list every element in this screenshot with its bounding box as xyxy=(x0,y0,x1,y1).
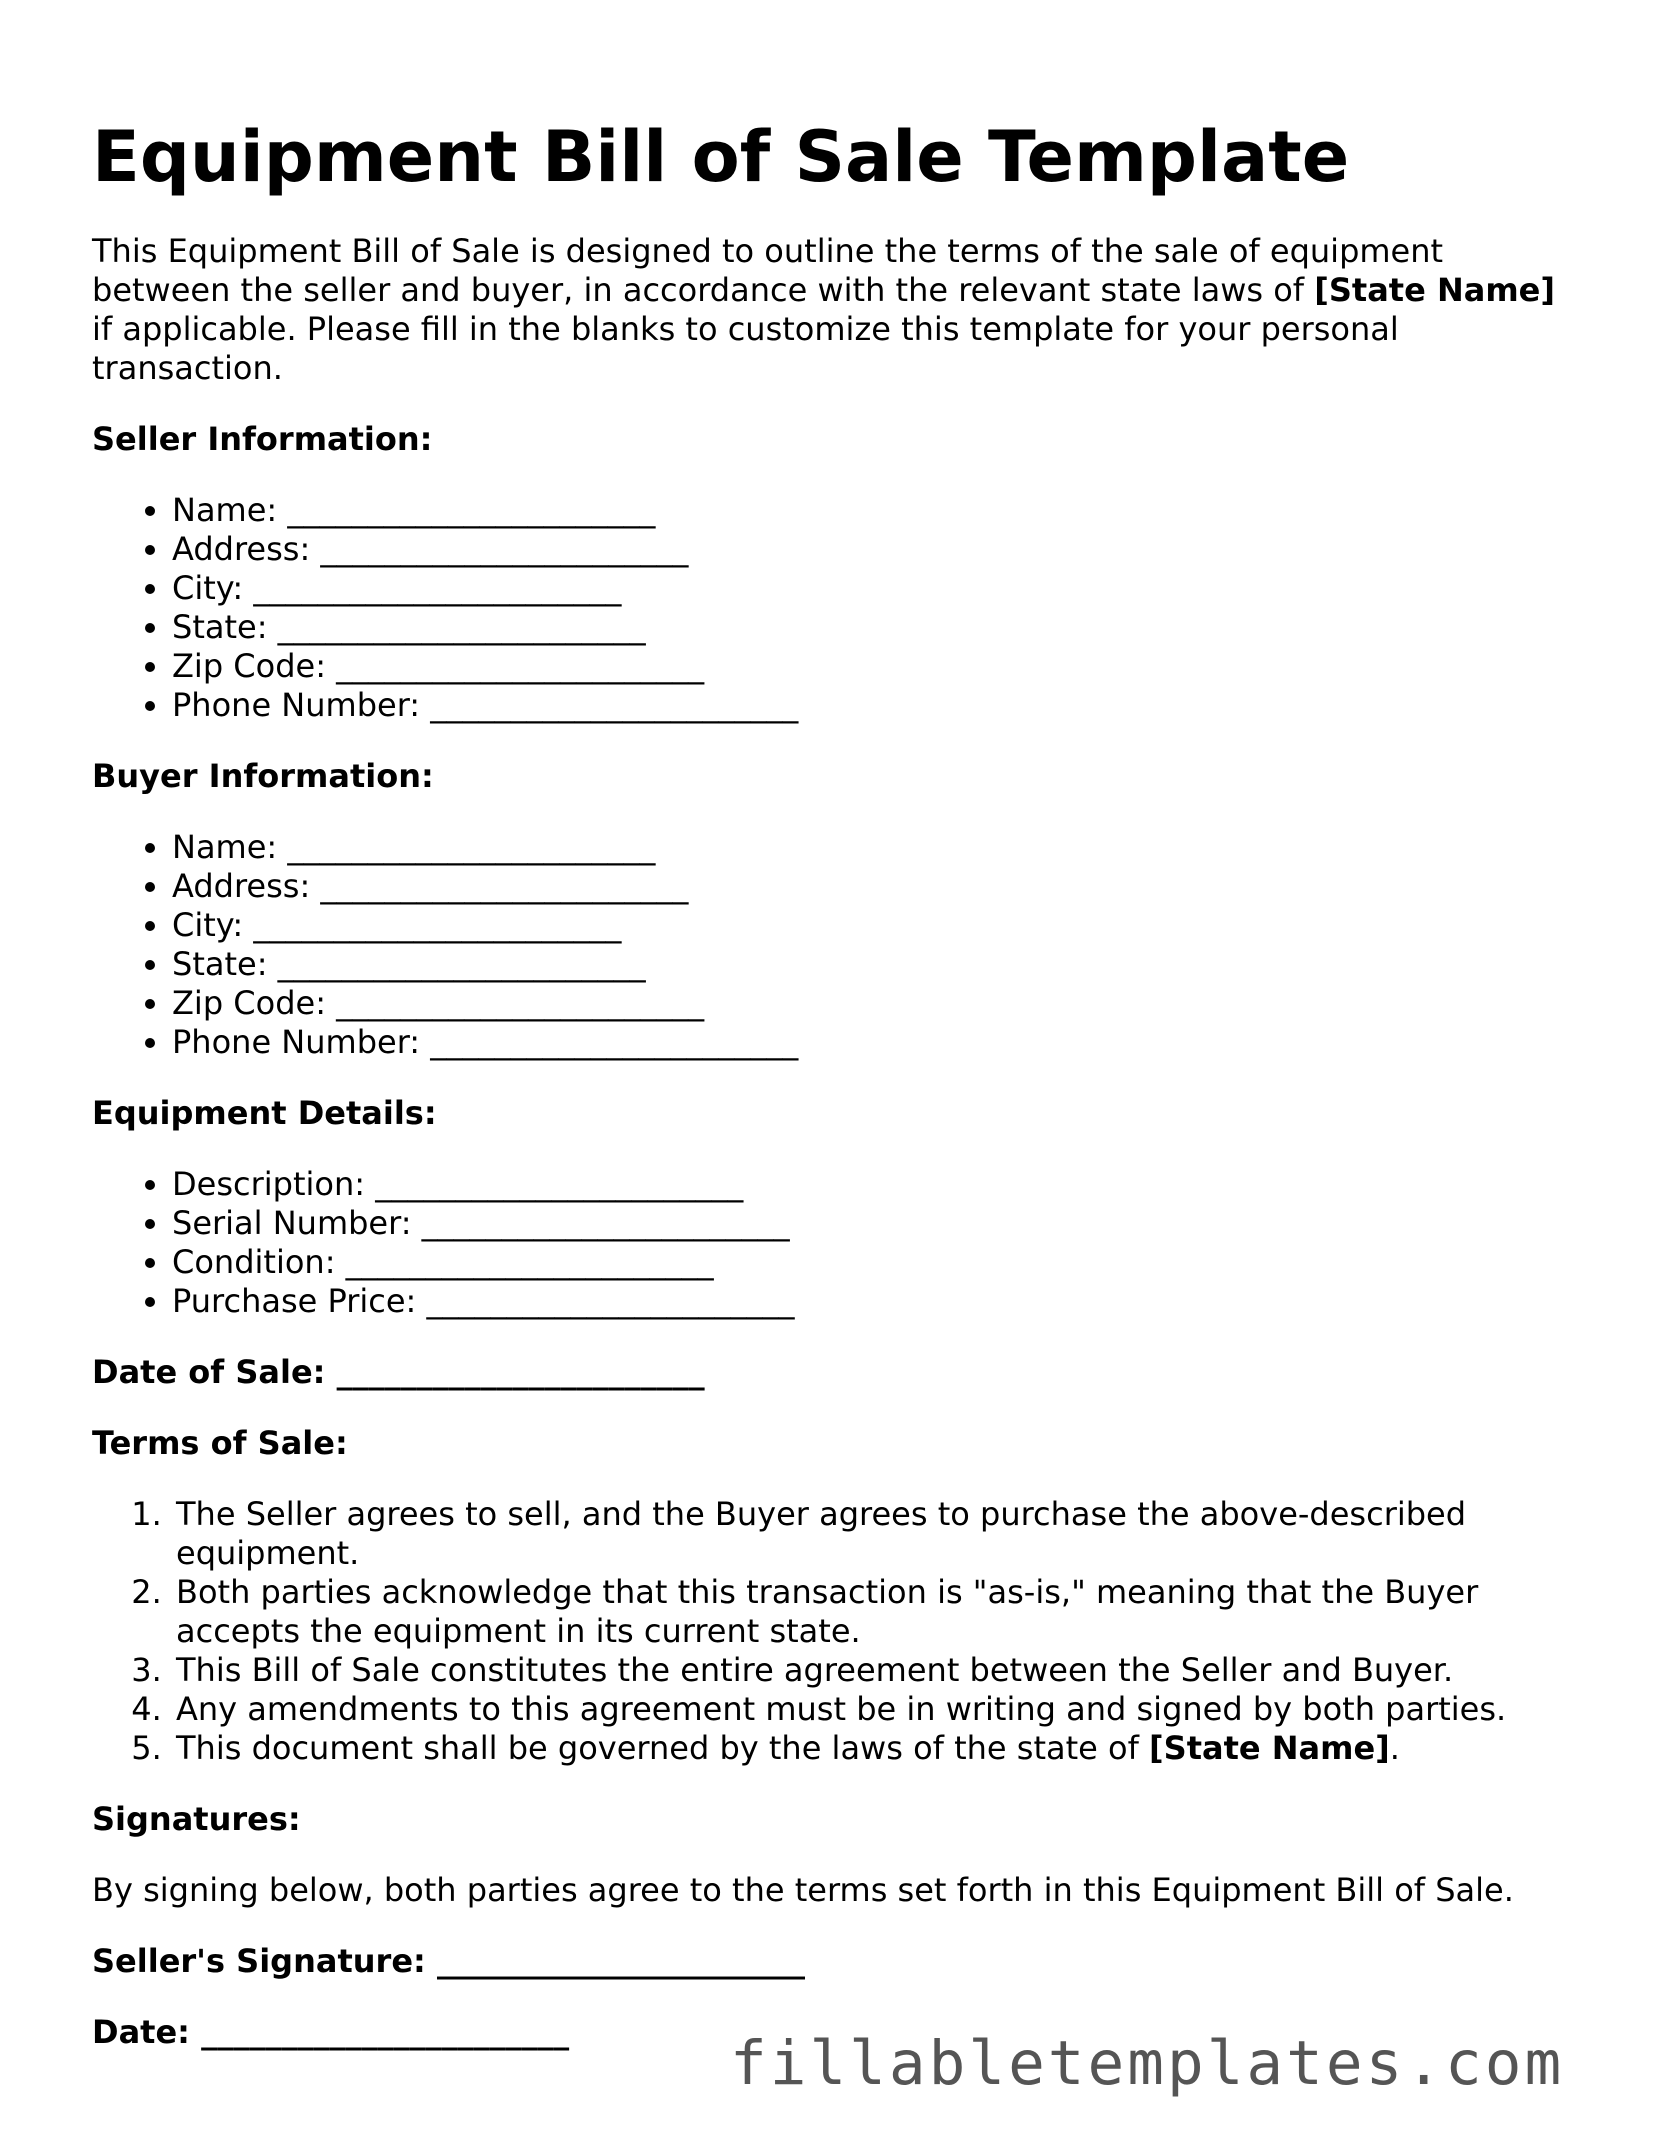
seller-state-field[interactable]: • State: _______________________ xyxy=(172,608,1572,647)
signatures-heading: Signatures: xyxy=(92,1800,301,1838)
seller-name-field[interactable]: • Name: _______________________ xyxy=(172,491,1572,530)
buyer-city-field[interactable]: • City: _______________________ xyxy=(172,906,1572,945)
buyer-fields xyxy=(92,828,1572,1062)
blank-line[interactable]: _______________________ xyxy=(277,608,646,646)
intro-text: This Equipment Bill of Sale is designed to outline the terms of the sale of equipment between the seller and buyer, in accordance with the relevant state laws of xyxy=(92,232,1444,309)
buyer-name-field[interactable]: • Name: _______________________ xyxy=(172,828,1572,867)
intro-text-end: if applicable. Please fill in the blanks to customize this template for your personal transaction. xyxy=(92,310,1399,387)
terms-item: 2. Both parties acknowledge that this transaction is "as-is," meaning that the Buyer accepts the equipment in its current state. xyxy=(172,1573,1572,1651)
blank-line[interactable]: _______________________ xyxy=(336,1353,705,1391)
seller-phone-field[interactable]: • Phone Number: _______________________ xyxy=(172,686,1572,725)
blank-line[interactable]: _______________________ xyxy=(201,2013,570,2051)
equipment-description-field[interactable]: • Description: _______________________ xyxy=(172,1165,1572,1204)
seller-zip-field[interactable]: • Zip Code: _______________________ xyxy=(172,647,1572,686)
buyer-phone-field[interactable]: • Phone Number: _______________________ xyxy=(172,1023,1572,1062)
buyer-heading: Buyer Information: xyxy=(92,757,434,795)
terms-list xyxy=(92,1495,1572,1768)
blank-line[interactable]: _______________________ xyxy=(320,530,689,568)
equipment-serial-field[interactable]: • Serial Number: _______________________ xyxy=(172,1204,1572,1243)
terms-heading: Terms of Sale: xyxy=(92,1424,348,1462)
blank-line[interactable]: _______________________ xyxy=(421,1204,790,1242)
date-of-sale-field[interactable]: Date of Sale: _______________________ xyxy=(92,1353,705,1391)
blank-line[interactable]: _______________________ xyxy=(253,906,622,944)
terms-item: 5. This document shall be governed by the laws of the state of [State Name]. xyxy=(172,1729,1572,1768)
signatures-text: By signing below, both parties agree to the terms set forth in this Equipment Bill of Sale. xyxy=(92,1871,1514,1909)
buyer-zip-field[interactable]: • Zip Code: _______________________ xyxy=(172,984,1572,1023)
blank-line[interactable]: _______________________ xyxy=(287,828,656,866)
blank-line[interactable]: _______________________ xyxy=(426,1282,795,1320)
blank-line[interactable]: _______________________ xyxy=(430,686,799,724)
signature-date-field[interactable]: Date: _______________________ xyxy=(92,2013,570,2051)
blank-line[interactable]: _______________________ xyxy=(336,647,705,685)
equipment-fields xyxy=(92,1165,1572,1321)
buyer-state-field[interactable]: • State: _______________________ xyxy=(172,945,1572,984)
seller-heading: Seller Information: xyxy=(92,420,433,458)
intro-paragraph xyxy=(92,232,1572,388)
watermark: fillabletemplates.com xyxy=(730,2028,1565,2099)
blank-line[interactable]: _______________________ xyxy=(277,945,646,983)
terms-item: 3. This Bill of Sale constitutes the entire agreement between the Seller and Buyer. xyxy=(172,1651,1572,1690)
seller-city-field[interactable]: • City: _______________________ xyxy=(172,569,1572,608)
blank-line[interactable]: _______________________ xyxy=(430,1023,799,1061)
blank-line[interactable]: _______________________ xyxy=(253,569,622,607)
document-body xyxy=(92,232,1572,2084)
blank-line[interactable]: _______________________ xyxy=(375,1165,744,1203)
terms-item: 1. The Seller agrees to sell, and the Buyer agrees to purchase the above-described equipment. xyxy=(172,1495,1572,1573)
equipment-heading: Equipment Details: xyxy=(92,1094,437,1132)
blank-line[interactable]: _______________________ xyxy=(320,867,689,905)
seller-address-field[interactable]: • Address: _______________________ xyxy=(172,530,1572,569)
equipment-price-field[interactable]: • Purchase Price: _______________________ xyxy=(172,1282,1572,1321)
terms-item: 4. Any amendments to this agreement must be in writing and signed by both parties. xyxy=(172,1690,1572,1729)
blank-line[interactable]: _______________________ xyxy=(287,491,656,529)
equipment-condition-field[interactable]: • Condition: _______________________ xyxy=(172,1243,1572,1282)
seller-fields xyxy=(92,491,1572,725)
blank-line[interactable]: _______________________ xyxy=(345,1243,714,1281)
terms-state-name: [State Name] xyxy=(1149,1729,1390,1767)
blank-line[interactable]: _______________________ xyxy=(436,1942,805,1980)
intro-state-name: [State Name] xyxy=(1314,271,1555,309)
blank-line[interactable]: _______________________ xyxy=(336,984,705,1022)
document-title: Equipment Bill of Sale Template xyxy=(92,116,1350,198)
buyer-address-field[interactable]: • Address: _______________________ xyxy=(172,867,1572,906)
seller-signature-field[interactable]: Seller's Signature: _______________________ xyxy=(92,1942,805,1980)
